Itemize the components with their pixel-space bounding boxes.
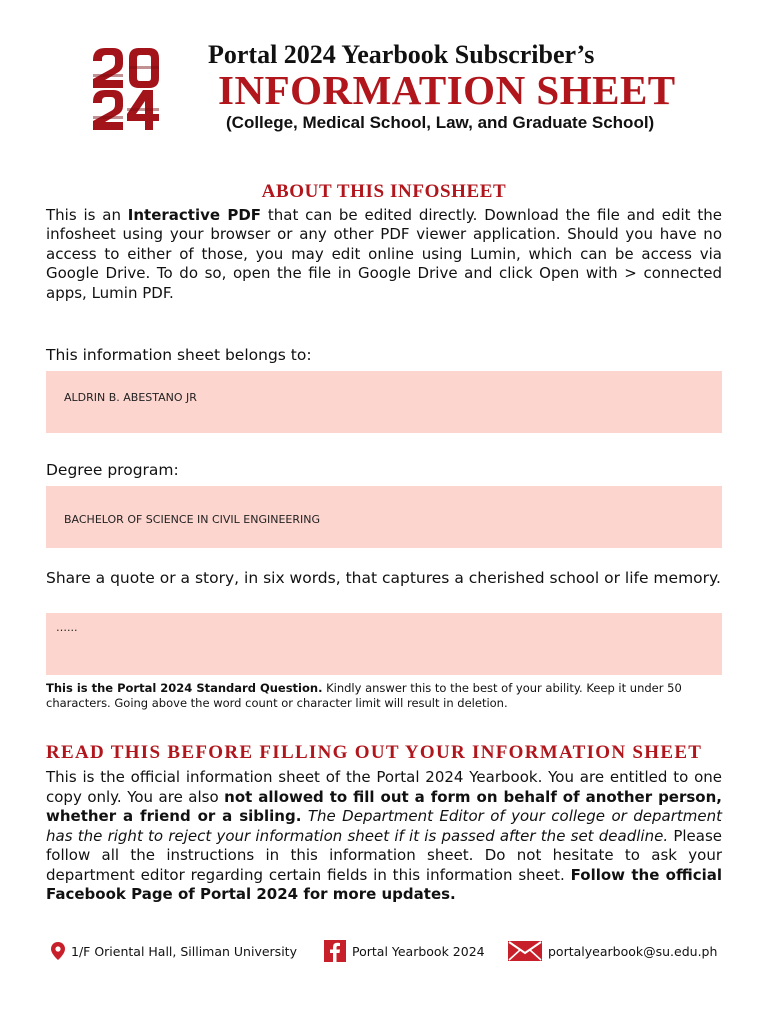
map-pin-icon xyxy=(50,941,66,961)
envelope-icon xyxy=(508,940,542,962)
header-subtitle: (College, Medical School, Law, and Graduate School) xyxy=(226,113,655,132)
standard-question-note xyxy=(46,681,722,711)
instructions-bold-2: Follow the official Facebook Page of Portal 2024 for more updates. xyxy=(46,865,723,903)
about-text-2: that can be edited directly. Download the file and edit the infosheet using your browser or any other PDF viewer application. Should you have no access to either of those, you may edit online using Lumin, which can be access via Google Drive. To do so, open the file in Google Drive and click Open with > connected apps, Lumin PDF. xyxy=(46,206,722,302)
footer-facebook-text: Portal Yearbook 2024 xyxy=(352,943,485,959)
note-text: Kindly answer this to the best of your ability. Keep it under 50 characters. Going above the word count or character limit will result in deletion. xyxy=(46,681,682,710)
degree-program-value: BACHELOR OF SCIENCE IN CIVIL ENGINEERING xyxy=(64,513,321,526)
six-word-quote-label: Share a quote or a story, in six words, that captures a cherished school or life memory. xyxy=(46,569,721,587)
contact-footer xyxy=(0,938,768,964)
note-bold: This is the Portal 2024 Standard Question. xyxy=(46,681,323,695)
about-text-1: This is an xyxy=(46,206,128,224)
instructions-italic: The Department Editor of your college or department has the right to reject your information sheet if it is passed after the set deadline. xyxy=(46,807,722,845)
portal-2024-logo xyxy=(91,46,161,132)
owner-name-label: This information sheet belongs to: xyxy=(46,346,312,364)
footer-location xyxy=(50,938,297,964)
degree-program-label: Degree program: xyxy=(46,461,179,479)
instructions-bold-1: not allowed to fill out a form on behalf of another person, whether a friend or a sibling. xyxy=(46,787,722,825)
about-text-bold: Interactive PDF xyxy=(127,206,262,224)
about-heading: ABOUT THIS INFOSHEET xyxy=(261,181,507,202)
header-title-line1: Portal 2024 Yearbook Subscriber’s xyxy=(208,40,595,69)
owner-name-field[interactable] xyxy=(46,371,722,433)
degree-program-field[interactable] xyxy=(46,486,722,548)
owner-name-value: ALDRIN B. ABESTANO JR xyxy=(64,391,197,404)
footer-facebook[interactable] xyxy=(324,938,485,964)
six-word-quote-field[interactable] xyxy=(46,613,722,675)
instructions-text-2: Please follow all the instructions in this information sheet. Do not hesitate to ask your department editor regarding certain fields in this information sheet. xyxy=(46,826,722,884)
instructions-paragraph xyxy=(46,768,722,905)
footer-email[interactable] xyxy=(508,938,717,964)
six-word-quote-value: …... xyxy=(56,621,78,634)
facebook-icon xyxy=(324,940,346,962)
footer-location-text: 1/F Oriental Hall, Silliman University xyxy=(71,943,297,959)
instructions-heading: READ THIS BEFORE FILLING OUT YOUR INFORMATION SHEET xyxy=(46,742,703,763)
about-paragraph xyxy=(46,206,722,303)
footer-email-text: portalyearbook@su.edu.ph xyxy=(548,943,718,959)
instructions-text-1: This is the official information sheet of the Portal 2024 Yearbook. You are entitled to one copy only. You are also xyxy=(46,768,722,806)
header-title-main: INFORMATION SHEET xyxy=(218,67,676,113)
